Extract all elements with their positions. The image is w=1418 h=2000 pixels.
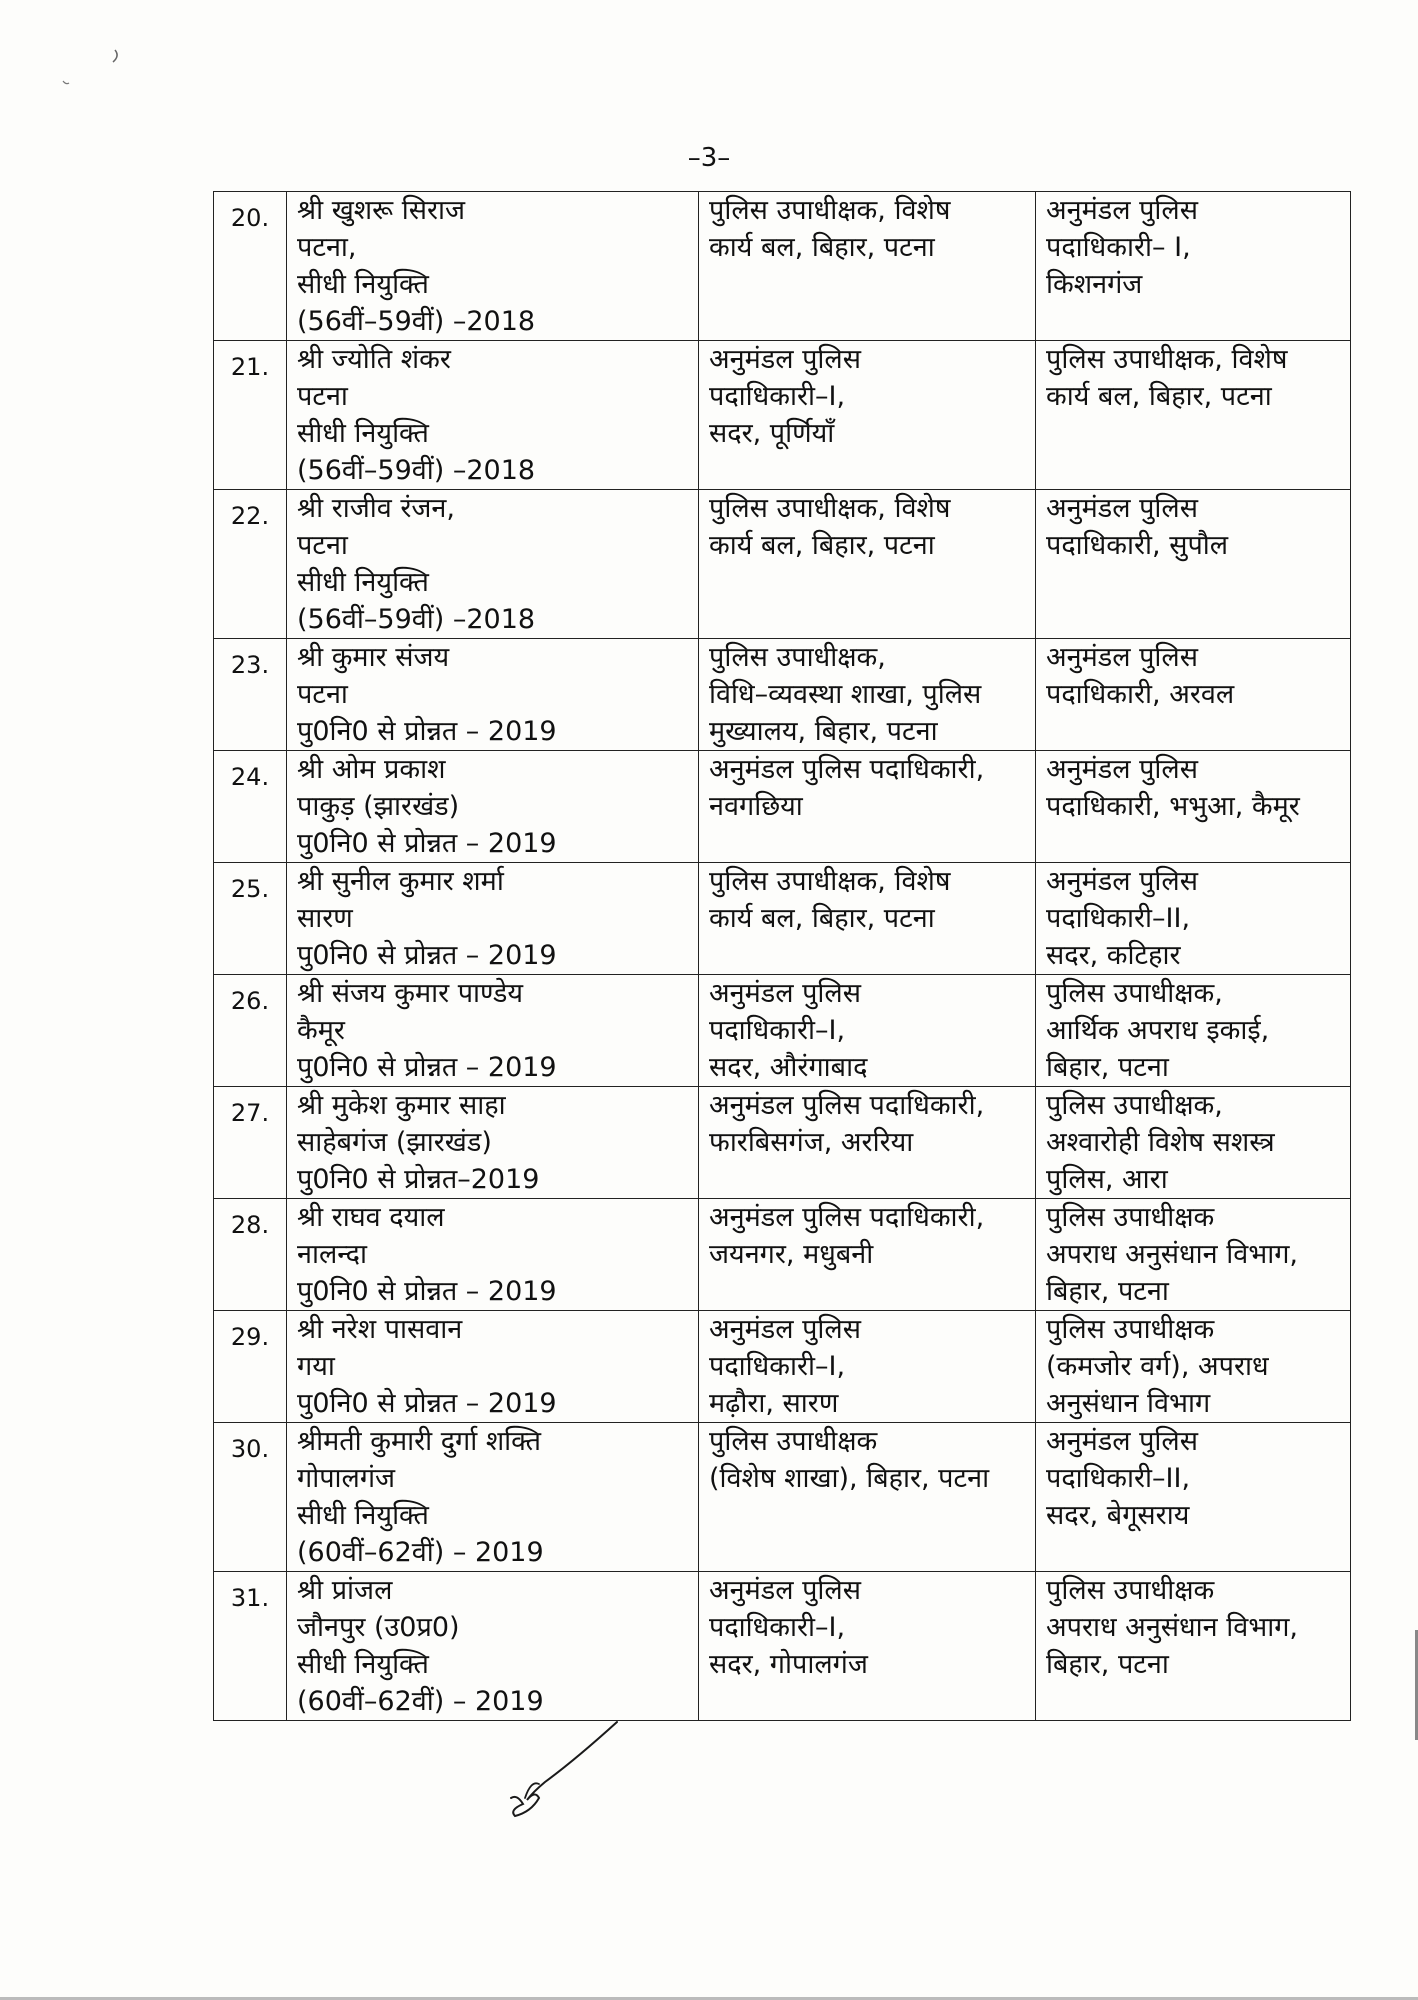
new-posting-line: पुलिस उपाधीक्षक: [1046, 1314, 1215, 1345]
officer-name-line: श्री खुशरू सिराज: [297, 195, 466, 226]
officer-name-cell: [287, 490, 699, 639]
new-posting-line: अनुमंडल पुलिस: [1046, 642, 1198, 673]
officer-name-line: सीधी नियुक्ति: [297, 269, 429, 300]
current-posting-cell: [699, 1311, 1036, 1423]
current-posting-cell: [699, 1087, 1036, 1199]
officer-name-line: श्री ओम प्रकाश: [297, 754, 446, 785]
serial-number: 20.: [214, 192, 287, 341]
officer-name-cell: [287, 1423, 699, 1572]
officer-name-line: पु0नि0 से प्रोन्नत–2019: [297, 1164, 540, 1195]
table-row: [214, 1199, 1351, 1311]
current-posting-line: पुलिस उपाधीक्षक, विशेष: [709, 493, 951, 524]
new-posting-cell: [1036, 751, 1351, 863]
officer-name-line: पटना: [297, 679, 348, 710]
current-posting-cell: [699, 639, 1036, 751]
table-row: [214, 341, 1351, 490]
current-posting-line: अनुमंडल पुलिस पदाधिकारी,: [709, 754, 985, 785]
new-posting-line: अनुमंडल पुलिस: [1046, 866, 1198, 897]
current-posting-cell: [699, 863, 1036, 975]
officer-name-line: पु0नि0 से प्रोन्नत – 2019: [297, 1276, 557, 1307]
officer-name-line: पटना: [297, 381, 348, 412]
officer-name-line: गया: [297, 1351, 335, 1382]
current-posting-line: पदाधिकारी–I,: [709, 1612, 846, 1643]
serial-number: 24.: [214, 751, 287, 863]
officer-name-line: श्री सुनील कुमार शर्मा: [297, 866, 504, 897]
new-posting-line: पुलिस उपाधीक्षक,: [1046, 978, 1223, 1009]
new-posting-line: पदाधिकारी–II,: [1046, 1463, 1191, 1494]
current-posting-cell: [699, 490, 1036, 639]
officer-name-line: जौनपुर (उ0प्र0): [297, 1612, 460, 1643]
officer-name-cell: [287, 863, 699, 975]
new-posting-cell: [1036, 1311, 1351, 1423]
current-posting-line: फारबिसगंज, अररिया: [709, 1127, 914, 1158]
officer-name-line: सीधी नियुक्ति: [297, 1649, 429, 1680]
current-posting-line: पदाधिकारी–I,: [709, 1351, 846, 1382]
officer-name-line: श्री प्रांजल: [297, 1575, 393, 1606]
signature: [505, 1720, 625, 1820]
officer-name-line: सीधी नियुक्ति: [297, 418, 429, 449]
new-posting-line: पदाधिकारी, सुपौल: [1046, 530, 1229, 561]
officer-name-line: गोपालगंज: [297, 1463, 396, 1494]
table-body: [214, 192, 1351, 1721]
current-posting-line: सदर, पूर्णियाँ: [709, 418, 835, 449]
serial-number: 22.: [214, 490, 287, 639]
current-posting-line: अनुमंडल पुलिस: [709, 1314, 861, 1345]
current-posting-cell: [699, 751, 1036, 863]
current-posting-line: अनुमंडल पुलिस पदाधिकारी,: [709, 1090, 985, 1121]
serial-number: 21.: [214, 341, 287, 490]
current-posting-line: विधि–व्यवस्था शाखा, पुलिस: [709, 679, 982, 710]
current-posting-line: सदर, औरंगाबाद: [709, 1052, 868, 1083]
new-posting-cell: [1036, 192, 1351, 341]
current-posting-line: पुलिस उपाधीक्षक: [709, 1426, 878, 1457]
officer-name-line: साहेबगंज (झारखंड): [297, 1127, 492, 1158]
new-posting-cell: [1036, 863, 1351, 975]
new-posting-line: पुलिस, आरा: [1046, 1164, 1168, 1195]
serial-number: 31.: [214, 1572, 287, 1721]
table-row: [214, 863, 1351, 975]
table-row: [214, 751, 1351, 863]
officer-name-line: श्री नरेश पासवान: [297, 1314, 463, 1345]
new-posting-line: (कमजोर वर्ग), अपराध: [1046, 1351, 1269, 1382]
page-number: –3–: [687, 143, 731, 173]
current-posting-cell: [699, 1572, 1036, 1721]
current-posting-cell: [699, 1423, 1036, 1572]
current-posting-line: जयनगर, मधुबनी: [709, 1239, 874, 1270]
table-row: [214, 975, 1351, 1087]
new-posting-line: पुलिस उपाधीक्षक,: [1046, 1090, 1223, 1121]
scribble-mark: [55, 45, 125, 95]
new-posting-line: सदर, बेगूसराय: [1046, 1500, 1190, 1531]
current-posting-line: कार्य बल, बिहार, पटना: [709, 530, 935, 561]
current-posting-line: पुलिस उपाधीक्षक,: [709, 642, 886, 673]
table-row: [214, 490, 1351, 639]
officer-name-line: पटना,: [297, 232, 357, 263]
officer-name-line: सीधी नियुक्ति: [297, 567, 429, 598]
table-row: [214, 1423, 1351, 1572]
current-posting-line: मुख्यालय, बिहार, पटना: [709, 716, 938, 747]
new-posting-line: पुलिस उपाधीक्षक, विशेष: [1046, 344, 1288, 375]
new-posting-line: पदाधिकारी, अरवल: [1046, 679, 1235, 710]
serial-number: 28.: [214, 1199, 287, 1311]
officer-name-cell: [287, 1199, 699, 1311]
table-row: [214, 639, 1351, 751]
officer-name-line: श्री संजय कुमार पाण्डेय: [297, 978, 523, 1009]
officer-name-line: (60वीं–62वीं) – 2019: [297, 1537, 544, 1568]
new-posting-line: अनुमंडल पुलिस: [1046, 754, 1198, 785]
new-posting-cell: [1036, 975, 1351, 1087]
table-row: [214, 192, 1351, 341]
current-posting-line: पदाधिकारी–I,: [709, 381, 846, 412]
new-posting-cell: [1036, 1087, 1351, 1199]
officer-name-line: पटना: [297, 530, 348, 561]
new-posting-cell: [1036, 639, 1351, 751]
officer-name-line: पु0नि0 से प्रोन्नत – 2019: [297, 1388, 557, 1419]
officer-name-cell: [287, 1087, 699, 1199]
officer-name-line: श्री राजीव रंजन,: [297, 493, 455, 524]
new-posting-line: अनुमंडल पुलिस: [1046, 493, 1198, 524]
new-posting-line: बिहार, पटना: [1046, 1276, 1169, 1307]
new-posting-line: बिहार, पटना: [1046, 1052, 1169, 1083]
officer-name-line: श्री ज्योति शंकर: [297, 344, 451, 375]
new-posting-cell: [1036, 341, 1351, 490]
serial-number: 25.: [214, 863, 287, 975]
table-row: [214, 1087, 1351, 1199]
current-posting-line: सदर, गोपालगंज: [709, 1649, 868, 1680]
officer-name-line: नालन्दा: [297, 1239, 367, 1270]
officer-name-line: (60वीं–62वीं) – 2019: [297, 1686, 544, 1717]
current-posting-cell: [699, 341, 1036, 490]
serial-number: 30.: [214, 1423, 287, 1572]
officer-name-line: श्री राघव दयाल: [297, 1202, 445, 1233]
current-posting-line: अनुमंडल पुलिस: [709, 1575, 861, 1606]
officer-name-cell: [287, 1311, 699, 1423]
officer-name-line: सीधी नियुक्ति: [297, 1500, 429, 1531]
new-posting-line: बिहार, पटना: [1046, 1649, 1169, 1680]
officer-name-line: पु0नि0 से प्रोन्नत – 2019: [297, 940, 557, 971]
transfer-posting-table: [213, 191, 1351, 1721]
current-posting-line: पुलिस उपाधीक्षक, विशेष: [709, 866, 951, 897]
new-posting-cell: [1036, 490, 1351, 639]
current-posting-line: (विशेष शाखा), बिहार, पटना: [709, 1463, 990, 1494]
officer-name-cell: [287, 1572, 699, 1721]
new-posting-line: पुलिस उपाधीक्षक: [1046, 1202, 1215, 1233]
current-posting-line: पदाधिकारी–I,: [709, 1015, 846, 1046]
new-posting-cell: [1036, 1572, 1351, 1721]
new-posting-cell: [1036, 1423, 1351, 1572]
table-row: [214, 1311, 1351, 1423]
current-posting-line: पुलिस उपाधीक्षक, विशेष: [709, 195, 951, 226]
serial-number: 26.: [214, 975, 287, 1087]
officer-name-line: (56वीं–59वीं) –2018: [297, 306, 536, 337]
new-posting-line: अनुमंडल पुलिस: [1046, 1426, 1198, 1457]
current-posting-line: कार्य बल, बिहार, पटना: [709, 232, 935, 263]
serial-number: 23.: [214, 639, 287, 751]
new-posting-line: पदाधिकारी– I,: [1046, 232, 1191, 263]
new-posting-line: अनुमंडल पुलिस: [1046, 195, 1198, 226]
new-posting-line: अनुसंधान विभाग: [1046, 1388, 1211, 1419]
new-posting-line: कार्य बल, बिहार, पटना: [1046, 381, 1272, 412]
officer-name-line: श्री कुमार संजय: [297, 642, 450, 673]
new-posting-line: अपराध अनुसंधान विभाग,: [1046, 1239, 1298, 1270]
current-posting-line: नवगछिया: [709, 791, 803, 822]
current-posting-cell: [699, 192, 1036, 341]
officer-name-cell: [287, 639, 699, 751]
officer-name-line: पु0नि0 से प्रोन्नत – 2019: [297, 716, 557, 747]
table-row: [214, 1572, 1351, 1721]
officer-name-line: पाकुड़ (झारखंड): [297, 791, 460, 822]
new-posting-line: आर्थिक अपराध इकाई,: [1046, 1015, 1270, 1046]
officer-name-cell: [287, 975, 699, 1087]
current-posting-cell: [699, 975, 1036, 1087]
officer-name-line: (56वीं–59वीं) –2018: [297, 455, 536, 486]
new-posting-line: अश्वारोही विशेष सशस्त्र: [1046, 1127, 1275, 1158]
current-posting-line: अनुमंडल पुलिस पदाधिकारी,: [709, 1202, 985, 1233]
officer-name-line: पु0नि0 से प्रोन्नत – 2019: [297, 828, 557, 859]
new-posting-line: किशनगंज: [1046, 269, 1143, 300]
current-posting-cell: [699, 1199, 1036, 1311]
current-posting-line: अनुमंडल पुलिस: [709, 978, 861, 1009]
officer-name-line: श्री मुकेश कुमार साहा: [297, 1090, 506, 1121]
new-posting-line: पुलिस उपाधीक्षक: [1046, 1575, 1215, 1606]
current-posting-line: कार्य बल, बिहार, पटना: [709, 903, 935, 934]
officer-name-cell: [287, 341, 699, 490]
serial-number: 29.: [214, 1311, 287, 1423]
new-posting-line: पदाधिकारी, भभुआ, कैमूर: [1046, 791, 1300, 822]
officer-name-line: कैमूर: [297, 1015, 345, 1046]
officer-name-cell: [287, 192, 699, 341]
current-posting-line: अनुमंडल पुलिस: [709, 344, 861, 375]
officer-name-line: सारण: [297, 903, 353, 934]
officer-name-line: (56वीं–59वीं) –2018: [297, 604, 536, 635]
officer-name-line: श्रीमती कुमारी दुर्गा शक्ति: [297, 1426, 542, 1457]
serial-number: 27.: [214, 1087, 287, 1199]
officer-name-cell: [287, 751, 699, 863]
new-posting-line: सदर, कटिहार: [1046, 940, 1181, 971]
new-posting-line: अपराध अनुसंधान विभाग,: [1046, 1612, 1298, 1643]
current-posting-line: मढ़ौरा, सारण: [709, 1388, 839, 1419]
officer-name-line: पु0नि0 से प्रोन्नत – 2019: [297, 1052, 557, 1083]
new-posting-line: पदाधिकारी–II,: [1046, 903, 1191, 934]
new-posting-cell: [1036, 1199, 1351, 1311]
